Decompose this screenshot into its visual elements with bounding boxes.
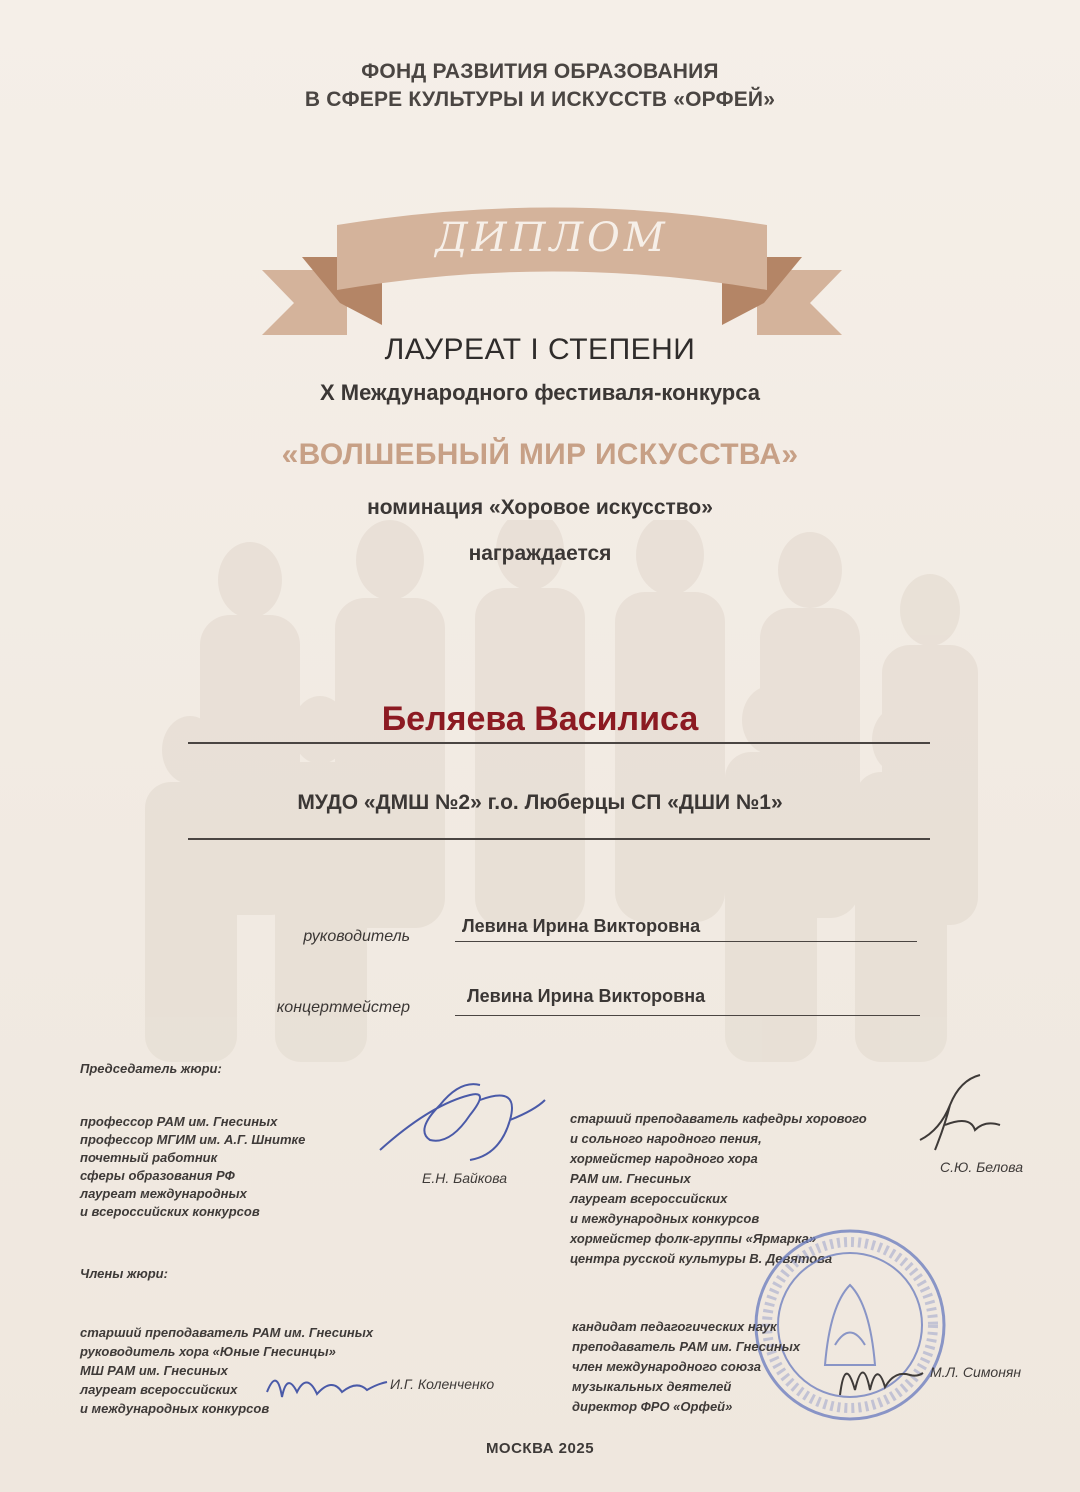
member4-desc-line: член международного союза bbox=[572, 1359, 761, 1374]
member2-desc-line: РАМ им. Гнесиных bbox=[570, 1171, 691, 1186]
accompanist-underline bbox=[455, 1015, 920, 1016]
member2-desc-line: и международных конкурсов bbox=[570, 1211, 760, 1226]
chair-signature bbox=[360, 1065, 560, 1175]
member3-desc-line: и международных конкурсов bbox=[80, 1401, 270, 1416]
member3-desc-line: МШ РАМ им. Гнесиных bbox=[80, 1363, 228, 1378]
chair-desc-line: почетный работник bbox=[80, 1150, 218, 1165]
member2-name: С.Ю. Белова bbox=[940, 1159, 1023, 1175]
member2-desc-line: хормейстер фолк-группы «Ярмарка» bbox=[570, 1231, 817, 1246]
leader-underline bbox=[455, 941, 917, 942]
member4-signature bbox=[835, 1345, 925, 1405]
member4-desc-line: музыкальных деятелей bbox=[572, 1379, 732, 1394]
member2-desc-line: старший преподаватель кафедры хорового bbox=[570, 1111, 867, 1126]
member2-desc-line: лауреат всероссийских bbox=[570, 1191, 728, 1206]
member4-desc-line: директор ФРО «Орфей» bbox=[572, 1399, 733, 1414]
laureate-degree: ЛАУРЕАТ I СТЕПЕНИ bbox=[384, 333, 696, 366]
nomination: номинация «Хоровое искусство» bbox=[367, 496, 713, 519]
leader-value: Левина Ирина Викторовна bbox=[462, 916, 701, 936]
chair-desc-line: профессор МГИМ им. А.Г. Шнитке bbox=[80, 1132, 306, 1147]
accompanist-value: Левина Ирина Викторовна bbox=[467, 986, 706, 1006]
organization: МУДО «ДМШ №2» г.о. Люберцы СП «ДШИ №1» bbox=[297, 791, 783, 814]
members-heading: Члены жюри: bbox=[80, 1266, 168, 1281]
member3-desc-line: руководитель хора «Юные Гнесинцы» bbox=[80, 1344, 336, 1359]
member3-desc-line: лауреат всероссийских bbox=[80, 1382, 238, 1397]
fund-name-line1: ФОНД РАЗВИТИЯ ОБРАЗОВАНИЯ bbox=[361, 60, 719, 83]
member3-name: И.Г. Коленченко bbox=[390, 1376, 495, 1392]
festival-name: «ВОЛШЕБНЫЙ МИР ИСКУССТВА» bbox=[281, 438, 799, 471]
chair-desc-line: сферы образования РФ bbox=[80, 1168, 235, 1183]
member2-desc-line: центра русской культуры В. Девятова bbox=[570, 1251, 833, 1266]
recipient-name: Беляева Василиса bbox=[381, 700, 699, 738]
ribbon-banner bbox=[262, 195, 842, 355]
accompanist-label: концертмейстер bbox=[276, 999, 410, 1016]
place-year: МОСКВА 2025 bbox=[485, 1440, 595, 1457]
awarded-label: награждается bbox=[468, 542, 612, 565]
fund-name-line2: В СФЕРЕ КУЛЬТУРЫ И ИСКУССТВ «ОРФЕЙ» bbox=[304, 88, 776, 111]
chair-desc-line: и всероссийских конкурсов bbox=[80, 1204, 260, 1219]
chair-heading: Председатель жюри: bbox=[80, 1061, 222, 1076]
leader-label: руководитель bbox=[303, 928, 410, 945]
member4-desc-line: кандидат педагогических наук bbox=[572, 1319, 777, 1334]
chair-desc-line: профессор РАМ им. Гнесиных bbox=[80, 1114, 278, 1129]
member3-desc-line: старший преподаватель РАМ им. Гнесиных bbox=[80, 1325, 374, 1340]
chair-name: Е.Н. Байкова bbox=[422, 1170, 507, 1186]
member4-name: М.Л. Симонян bbox=[930, 1364, 1022, 1380]
ribbon-title: ДИПЛОМ bbox=[435, 215, 669, 261]
member4-desc-line: преподаватель РАМ им. Гнесиных bbox=[572, 1339, 801, 1354]
member2-desc-line: и сольного народного пения, bbox=[570, 1131, 762, 1146]
festival-line: X Международного фестиваля-конкурса bbox=[320, 380, 760, 405]
chair-desc-line: лауреат международных bbox=[80, 1186, 247, 1201]
member3-signature bbox=[262, 1362, 392, 1412]
member2-desc-line: хормейстер народного хора bbox=[570, 1151, 758, 1166]
organization-underline bbox=[188, 838, 930, 840]
recipient-underline bbox=[188, 742, 930, 744]
member2-signature bbox=[905, 1070, 1015, 1160]
fund-name bbox=[0, 58, 1080, 114]
